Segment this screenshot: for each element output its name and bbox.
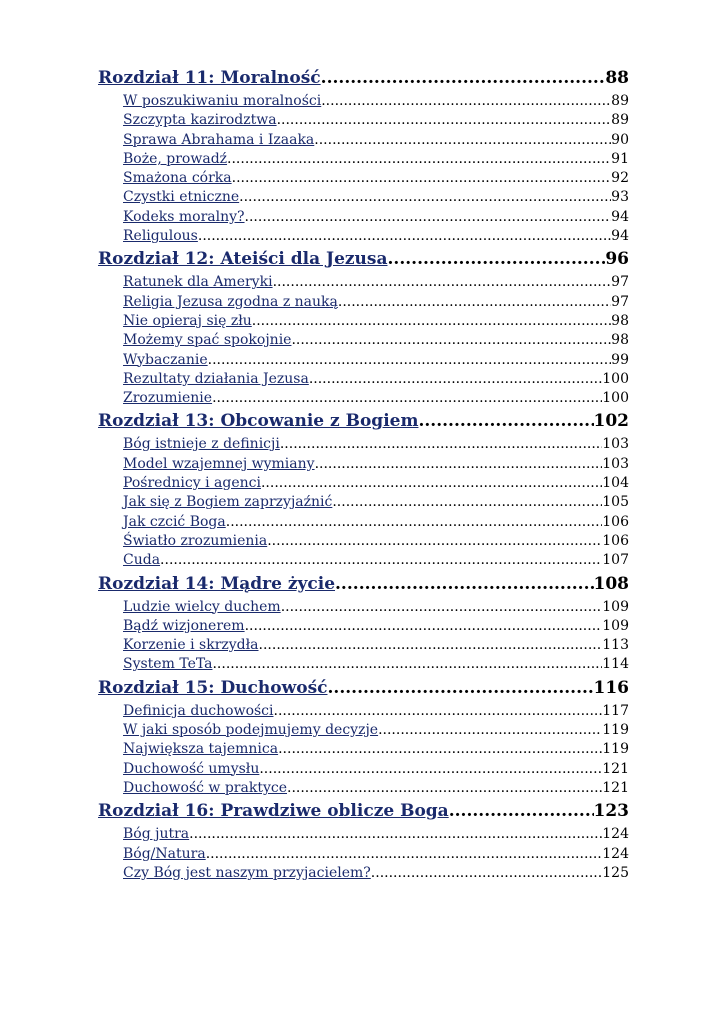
entry-title[interactable]: Największa tajemnica [123,741,279,758]
chapter-link[interactable] [98,68,629,93]
toc-entry[interactable] [123,390,629,409]
toc-entry[interactable] [123,703,629,722]
toc-entry[interactable] [123,637,629,656]
toc-entry[interactable] [123,112,629,131]
dot-leader [287,780,602,796]
dot-leader [281,599,603,615]
chapter-block [98,68,629,247]
toc-entry[interactable] [123,780,629,799]
entry-title[interactable]: Nie opieraj się złu [123,312,252,329]
entry-title[interactable]: Czystki etniczne [123,189,240,206]
chapter-link[interactable] [98,678,629,703]
entry-title[interactable]: Korzenie i skrzydła [123,637,259,654]
toc-entry[interactable] [123,656,629,675]
dot-leader [245,618,603,634]
dot-leader [332,494,602,510]
entry-page-number: 119 [602,741,629,758]
entry-title[interactable]: Jak czcić Boga [123,513,226,530]
entry-title[interactable]: Szczypta kazirodztwa [123,112,277,129]
entry-title[interactable]: Bóg jutra [123,826,190,843]
entry-title[interactable]: Ratunek dla Ameryki [123,274,273,291]
entry-title[interactable]: Bóg/Natura [123,845,206,862]
toc-entry[interactable] [123,618,629,637]
entry-page-number: 100 [602,370,629,387]
toc-entry[interactable] [123,294,629,313]
dot-leader [449,801,594,821]
entry-title[interactable]: Duchowość umysłu [123,760,260,777]
dot-leader [267,533,602,549]
entry-title[interactable]: Boże, prowadź [123,150,228,167]
entry-title[interactable]: Możemy spać spokojnie [123,332,292,349]
chapter-title[interactable]: Rozdział 16: Prawdziwe oblicze Boga [98,801,449,822]
entry-title[interactable]: Bóg istnieje z definicji [123,436,280,453]
dot-leader [321,68,606,88]
entry-page-number: 105 [602,494,629,511]
toc-entry[interactable] [123,151,629,170]
dot-leader [212,390,602,406]
toc-entry[interactable] [123,274,629,293]
entry-title[interactable]: Wybaczanie [123,351,208,368]
toc-entry[interactable] [123,552,629,571]
dot-leader [321,93,611,109]
dot-leader [239,189,611,205]
entry-page-number: 98 [611,332,629,349]
dot-leader [232,170,612,186]
dot-leader [252,313,611,329]
entry-page-number: 94 [611,228,629,245]
chapter-block [98,411,629,571]
toc-entry[interactable] [123,93,629,112]
chapter-page-number: 108 [593,573,629,594]
entry-page-number: 99 [611,351,629,368]
dot-leader [227,151,611,167]
toc-entry[interactable] [123,826,629,845]
table-of-contents [98,68,629,886]
toc-entry[interactable] [123,170,629,189]
chapter-page-number: 123 [593,801,629,822]
dot-leader [378,722,602,738]
entry-title[interactable]: Sprawa Abrahama i Izaaka [123,131,315,148]
dot-leader [280,436,602,452]
chapter-block [98,574,629,676]
entry-page-number: 121 [602,760,629,777]
entry-page-number: 98 [611,312,629,329]
entry-page-number: 107 [602,552,629,569]
entry-page-number: 93 [611,189,629,206]
dot-leader [291,332,611,348]
dot-leader [274,703,603,719]
toc-entry[interactable] [123,209,629,228]
dot-leader [212,656,602,672]
entry-title[interactable]: System TeTa [123,656,213,673]
entry-page-number: 91 [611,150,629,167]
dot-leader [259,637,603,653]
dot-leader [388,249,606,269]
toc-entry[interactable] [123,865,629,884]
dot-leader [273,274,612,290]
entry-title[interactable]: Czy Bóg jest naszym przyjacielem? [123,864,371,881]
chapter-page-number: 88 [605,68,629,88]
entry-page-number: 106 [602,513,629,530]
chapter-link[interactable] [98,249,629,274]
entry-title[interactable]: Rezultaty działania Jezusa [123,370,309,387]
dot-leader [189,826,602,842]
toc-entry[interactable] [123,494,629,513]
toc-entry[interactable] [123,741,629,760]
entry-page-number: 89 [611,93,629,109]
chapter-link[interactable] [98,574,629,599]
entry-title[interactable]: Cuda [123,552,161,569]
entry-page-number: 109 [602,617,629,634]
entry-page-number: 90 [611,131,629,148]
dot-leader [226,514,603,530]
chapter-block [98,249,629,409]
entry-page-number: 117 [602,702,629,719]
dot-leader [335,574,593,594]
toc-entry[interactable] [123,228,629,247]
chapter-link[interactable] [98,801,629,826]
entry-page-number: 125 [602,864,629,881]
entry-page-number: 113 [602,637,629,654]
entry-title[interactable]: Model wzajemnej wymiany [123,455,315,472]
entry-page-number: 104 [602,475,629,492]
entry-page-number: 124 [602,845,629,862]
toc-entry[interactable] [123,846,629,865]
entry-title[interactable]: Ludzie wielcy duchem [123,598,281,615]
entry-title[interactable]: Zrozumienie [123,390,213,407]
dot-leader [259,761,602,777]
dot-leader [261,475,602,491]
toc-entry[interactable] [123,332,629,351]
dot-leader [277,112,612,128]
entry-page-number: 119 [602,722,629,739]
dot-leader [328,678,594,698]
toc-entry[interactable] [123,189,629,208]
chapter-page-number: 96 [605,249,629,270]
dot-leader [208,352,612,368]
entry-title[interactable]: Definicja duchowości [123,702,274,719]
toc-entry[interactable] [123,313,629,332]
entry-title[interactable]: W poszukiwaniu moralności [123,93,322,109]
dot-leader [309,371,602,387]
chapter-title[interactable]: Rozdział 13: Obcowanie z Bogiem [98,411,419,432]
toc-entry[interactable] [123,456,629,475]
entry-page-number: 114 [602,656,629,673]
chapter-title[interactable]: Rozdział 14: Mądre życie [98,573,336,594]
chapter-page-number: 116 [593,677,629,698]
chapter-link[interactable] [98,411,629,436]
entry-title[interactable]: Światło zrozumienia [123,532,268,549]
entry-title[interactable]: Religia Jezusa zgodna z nauką [123,293,338,310]
entry-title[interactable]: Smażona córka [123,170,232,187]
entry-page-number: 106 [602,532,629,549]
chapter-page-number: 102 [593,411,629,432]
chapter-block [98,801,629,884]
toc-entry[interactable] [123,132,629,151]
chapter-title[interactable]: Rozdział 11: Moralność [98,68,321,88]
toc-entry[interactable] [123,475,629,494]
dot-leader [314,132,611,148]
dot-leader [278,741,602,757]
entry-page-number: 103 [602,455,629,472]
chapter-title[interactable]: Rozdział 12: Ateiści dla Jezusa [98,249,388,270]
dot-leader [198,228,611,244]
entry-title[interactable]: Jak się z Bogiem zaprzyjaźnić [123,494,333,511]
entry-title[interactable]: Religulous [123,228,198,245]
toc-entry[interactable] [123,371,629,390]
entry-title[interactable]: Pośrednicy i agenci [123,475,261,492]
entry-title[interactable]: Duchowość w praktyce [123,779,287,796]
entry-page-number: 97 [611,274,629,291]
entry-title[interactable]: Bądź wizjonerem [123,617,245,634]
chapter-block [98,678,629,799]
entry-page-number: 92 [611,170,629,187]
chapter-title[interactable]: Rozdział 15: Duchowość [98,677,328,698]
toc-entry[interactable] [123,436,629,455]
dot-leader [160,552,602,568]
entry-page-number: 109 [602,598,629,615]
toc-entry[interactable] [123,599,629,618]
entry-page-number: 94 [611,208,629,225]
toc-entry[interactable] [123,761,629,780]
dot-leader [418,411,593,431]
entry-page-number: 103 [602,436,629,453]
entry-title[interactable]: W jaki sposób podejmujemy decyzje [123,722,379,739]
toc-entry[interactable] [123,722,629,741]
entry-page-number: 97 [611,293,629,310]
dot-leader [371,865,602,881]
entry-page-number: 89 [611,112,629,129]
dot-leader [338,294,611,310]
dot-leader [315,456,603,472]
entry-page-number: 121 [602,779,629,796]
toc-entry[interactable] [123,533,629,552]
toc-entry[interactable] [123,514,629,533]
entry-page-number: 100 [602,390,629,407]
toc-entry[interactable] [123,352,629,371]
entry-title[interactable]: Kodeks moralny? [123,208,245,225]
dot-leader [206,846,603,862]
dot-leader [245,209,612,225]
entry-page-number: 124 [602,826,629,843]
